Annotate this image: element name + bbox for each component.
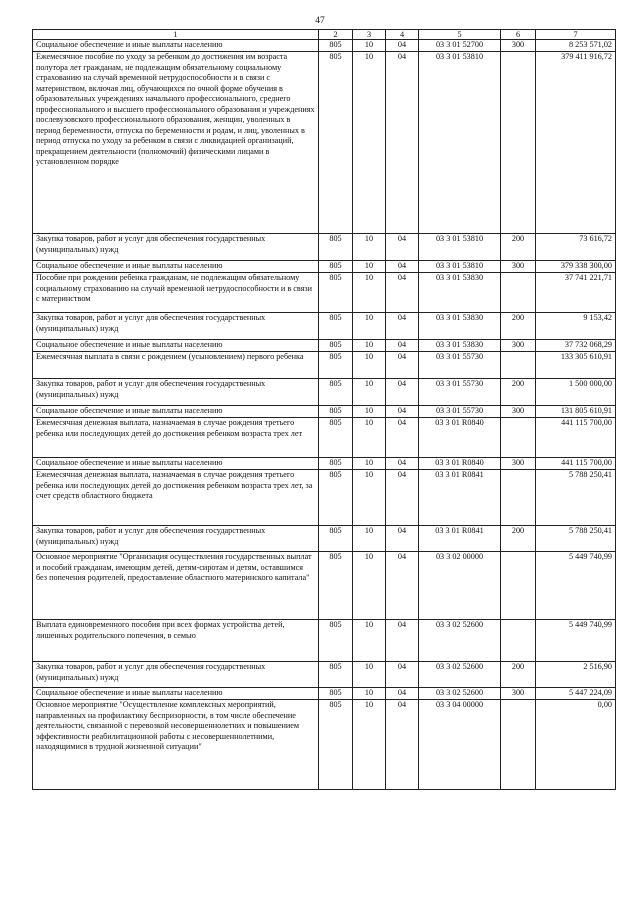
section-code-cell: 10 — [353, 470, 386, 526]
section-code-cell: 10 — [353, 273, 386, 313]
section-code-cell: 10 — [353, 406, 386, 418]
amount-cell: 5 788 250,41 — [536, 526, 616, 552]
expense-type-cell — [501, 52, 536, 234]
section-code-cell: 10 — [353, 352, 386, 379]
row-name-cell: Пособие при рождении ребенка гражданам, не подлежащим обязательному социальному страхованию на случай временной нетрудоспособности и в связи с материнством — [33, 273, 319, 313]
target-article-cell: 03 3 01 53830 — [419, 273, 501, 313]
subsection-code-cell: 04 — [386, 470, 419, 526]
expense-type-cell: 200 — [501, 313, 536, 340]
ved-code-cell: 805 — [319, 261, 353, 273]
ved-code-cell: 805 — [319, 52, 353, 234]
target-article-cell: 03 3 01 R0841 — [419, 470, 501, 526]
expense-type-cell: 200 — [501, 662, 536, 688]
expense-type-cell — [501, 273, 536, 313]
expense-type-cell — [501, 552, 536, 620]
table-row — [33, 379, 616, 406]
table-row — [33, 526, 616, 552]
subsection-code-cell: 04 — [386, 458, 419, 470]
target-article-cell: 03 3 04 00000 — [419, 700, 501, 790]
section-code-cell: 10 — [353, 418, 386, 458]
target-article-cell: 03 3 01 53810 — [419, 234, 501, 261]
section-code-cell: 10 — [353, 688, 386, 700]
subsection-code-cell: 04 — [386, 273, 419, 313]
ved-code-cell: 805 — [319, 688, 353, 700]
section-code-cell: 10 — [353, 620, 386, 662]
table-row — [33, 406, 616, 418]
row-name-cell: Закупка товаров, работ и услуг для обеспечения государственных (муниципальных) нужд — [33, 234, 319, 261]
amount-cell: 441 115 700,00 — [536, 458, 616, 470]
amount-cell: 73 616,72 — [536, 234, 616, 261]
subsection-code-cell: 04 — [386, 261, 419, 273]
expense-type-cell: 300 — [501, 688, 536, 700]
row-name-cell: Ежемесячная денежная выплата, назначаемая в случае рождения третьего ребенка или последующих детей до достижения ребенком возраста трех лет — [33, 418, 319, 458]
ved-code-cell: 805 — [319, 662, 353, 688]
expense-type-cell — [501, 620, 536, 662]
target-article-cell: 03 3 01 53830 — [419, 313, 501, 340]
ved-code-cell: 805 — [319, 313, 353, 340]
target-article-cell: 03 3 01 R0841 — [419, 526, 501, 552]
section-code-cell: 10 — [353, 458, 386, 470]
amount-cell: 379 338 300,00 — [536, 261, 616, 273]
ved-code-cell: 805 — [319, 40, 353, 52]
ved-code-cell: 805 — [319, 620, 353, 662]
ved-code-cell: 805 — [319, 352, 353, 379]
ved-code-cell: 805 — [319, 552, 353, 620]
row-name-cell: Социальное обеспечение и иные выплаты населению — [33, 406, 319, 418]
section-code-cell: 10 — [353, 40, 386, 52]
expense-type-cell: 300 — [501, 340, 536, 352]
table-row — [33, 273, 616, 313]
expense-type-cell: 300 — [501, 40, 536, 52]
table-row — [33, 552, 616, 620]
row-name-cell: Социальное обеспечение и иные выплаты населению — [33, 458, 319, 470]
ved-code-cell: 805 — [319, 526, 353, 552]
target-article-cell: 03 3 01 53810 — [419, 261, 501, 273]
target-article-cell: 03 3 01 R0840 — [419, 458, 501, 470]
subsection-code-cell: 04 — [386, 526, 419, 552]
row-name-cell: Социальное обеспечение и иные выплаты населению — [33, 340, 319, 352]
column-number: 3 — [353, 30, 386, 40]
subsection-code-cell: 04 — [386, 40, 419, 52]
column-number: 6 — [501, 30, 536, 40]
row-name-cell: Ежемесячная денежная выплата, назначаемая в случае рождения третьего ребенка или последующих детей до достижения ребенком возраста трех лет, за счет средств областного бюджета — [33, 470, 319, 526]
amount-cell: 5 447 224,09 — [536, 688, 616, 700]
column-number: 7 — [536, 30, 616, 40]
section-code-cell: 10 — [353, 234, 386, 261]
column-number: 4 — [386, 30, 419, 40]
expense-type-cell: 200 — [501, 379, 536, 406]
amount-cell: 379 411 916,72 — [536, 52, 616, 234]
expense-type-cell: 300 — [501, 406, 536, 418]
table-row — [33, 52, 616, 234]
table-row — [33, 688, 616, 700]
subsection-code-cell: 04 — [386, 688, 419, 700]
ved-code-cell: 805 — [319, 234, 353, 261]
table-row — [33, 234, 616, 261]
subsection-code-cell: 04 — [386, 313, 419, 340]
section-code-cell: 10 — [353, 261, 386, 273]
target-article-cell: 03 3 01 55730 — [419, 406, 501, 418]
table-row — [33, 662, 616, 688]
expense-type-cell — [501, 470, 536, 526]
subsection-code-cell: 04 — [386, 234, 419, 261]
target-article-cell: 03 3 02 52600 — [419, 620, 501, 662]
amount-cell: 1 500 000,00 — [536, 379, 616, 406]
ved-code-cell: 805 — [319, 418, 353, 458]
column-number: 1 — [33, 30, 319, 40]
amount-cell: 5 788 250,41 — [536, 470, 616, 526]
table-row — [33, 700, 616, 790]
amount-cell: 5 449 740,99 — [536, 620, 616, 662]
table-row — [33, 620, 616, 662]
subsection-code-cell: 04 — [386, 700, 419, 790]
target-article-cell: 03 3 01 52700 — [419, 40, 501, 52]
target-article-cell: 03 3 02 00000 — [419, 552, 501, 620]
section-code-cell: 10 — [353, 379, 386, 406]
subsection-code-cell: 04 — [386, 418, 419, 458]
row-name-cell: Социальное обеспечение и иные выплаты населению — [33, 261, 319, 273]
target-article-cell: 03 3 01 55730 — [419, 379, 501, 406]
amount-cell: 2 516,90 — [536, 662, 616, 688]
row-name-cell: Закупка товаров, работ и услуг для обеспечения государственных (муниципальных) нужд — [33, 379, 319, 406]
row-name-cell: Основное мероприятие "Осуществление комплексных мероприятий, направленных на профилактику беспризорности, в том числе обеспечение деятельности, связанной с перевозкой несовершеннолетних и повышением эффективности реабилитационной работы с несовершеннолетними, находящимися в трудной жизненной ситуации" — [33, 700, 319, 790]
subsection-code-cell: 04 — [386, 662, 419, 688]
table-row — [33, 313, 616, 340]
row-name-cell: Социальное обеспечение и иные выплаты населению — [33, 40, 319, 52]
ved-code-cell: 805 — [319, 273, 353, 313]
expense-type-cell: 300 — [501, 261, 536, 273]
amount-cell: 133 305 610,91 — [536, 352, 616, 379]
ved-code-cell: 805 — [319, 458, 353, 470]
section-code-cell: 10 — [353, 340, 386, 352]
target-article-cell: 03 3 02 52600 — [419, 662, 501, 688]
table-row — [33, 458, 616, 470]
row-name-cell: Закупка товаров, работ и услуг для обеспечения государственных (муниципальных) нужд — [33, 526, 319, 552]
ved-code-cell: 805 — [319, 340, 353, 352]
target-article-cell: 03 3 01 R0840 — [419, 418, 501, 458]
amount-cell: 0,00 — [536, 700, 616, 790]
target-article-cell: 03 3 01 53810 — [419, 52, 501, 234]
amount-cell: 37 741 221,71 — [536, 273, 616, 313]
subsection-code-cell: 04 — [386, 352, 419, 379]
subsection-code-cell: 04 — [386, 52, 419, 234]
amount-cell: 37 732 068,29 — [536, 340, 616, 352]
table-row — [33, 470, 616, 526]
table-row — [33, 40, 616, 52]
amount-cell: 8 253 571,02 — [536, 40, 616, 52]
row-name-cell: Основное мероприятие "Организация осуществления государственных выплат и пособий гражданам, имеющим детей, детям-сиротам и детям, оставшимся без попечения родителей, предоставление областного материнского капитала" — [33, 552, 319, 620]
subsection-code-cell: 04 — [386, 552, 419, 620]
amount-cell: 9 153,42 — [536, 313, 616, 340]
subsection-code-cell: 04 — [386, 340, 419, 352]
subsection-code-cell: 04 — [386, 406, 419, 418]
amount-cell: 5 449 740,99 — [536, 552, 616, 620]
amount-cell: 131 805 610,91 — [536, 406, 616, 418]
row-name-cell: Закупка товаров, работ и услуг для обеспечения государственных (муниципальных) нужд — [33, 662, 319, 688]
row-name-cell: Ежемесячное пособие по уходу за ребенком до достижения им возраста полутора лет гражданам, не подлежащим обязательному социальному страхованию на случай временной нетрудоспособности и в связи с материнством, включая лиц, обучающихся по очной форме обучения в образовательных учреждениях начального профессионального, среднего профессионального и высшего профессионального образования и учреждениях послевузовского профессионального образования, женщин, уволенных в период беременности, отпуска по беременности и родам, и лиц, уволенных в период отпуска по уходу за ребенком в связи с ликвидацией организаций, прекращением деятельности (полномочий) физическими лицами в установленном порядке — [33, 52, 319, 234]
table-row — [33, 340, 616, 352]
row-name-cell: Социальное обеспечение и иные выплаты населению — [33, 688, 319, 700]
column-number-row — [33, 30, 616, 40]
expense-type-cell: 200 — [501, 526, 536, 552]
target-article-cell: 03 3 02 52600 — [419, 688, 501, 700]
row-name-cell: Закупка товаров, работ и услуг для обеспечения государственных (муниципальных) нужд — [33, 313, 319, 340]
target-article-cell: 03 3 01 53830 — [419, 340, 501, 352]
section-code-cell: 10 — [353, 526, 386, 552]
row-name-cell: Ежемесячная выплата в связи с рождением (усыновлением) первого ребенка — [33, 352, 319, 379]
expense-type-cell: 200 — [501, 234, 536, 261]
subsection-code-cell: 04 — [386, 379, 419, 406]
section-code-cell: 10 — [353, 52, 386, 234]
table-row — [33, 352, 616, 379]
budget-table — [32, 29, 616, 790]
row-name-cell: Выплата единовременного пособия при всех формах устройства детей, лишенных родительского попечения, в семью — [33, 620, 319, 662]
target-article-cell: 03 3 01 55730 — [419, 352, 501, 379]
subsection-code-cell: 04 — [386, 620, 419, 662]
column-number: 5 — [419, 30, 501, 40]
page-number: 47 — [315, 16, 325, 26]
ved-code-cell: 805 — [319, 379, 353, 406]
ved-code-cell: 805 — [319, 470, 353, 526]
section-code-cell: 10 — [353, 700, 386, 790]
amount-cell: 441 115 700,00 — [536, 418, 616, 458]
section-code-cell: 10 — [353, 662, 386, 688]
expense-type-cell — [501, 418, 536, 458]
table-row — [33, 261, 616, 273]
section-code-cell: 10 — [353, 313, 386, 340]
expense-type-cell: 300 — [501, 458, 536, 470]
ved-code-cell: 805 — [319, 700, 353, 790]
ved-code-cell: 805 — [319, 406, 353, 418]
table-row — [33, 418, 616, 458]
column-number: 2 — [319, 30, 353, 40]
expense-type-cell — [501, 700, 536, 790]
expense-type-cell — [501, 352, 536, 379]
section-code-cell: 10 — [353, 552, 386, 620]
